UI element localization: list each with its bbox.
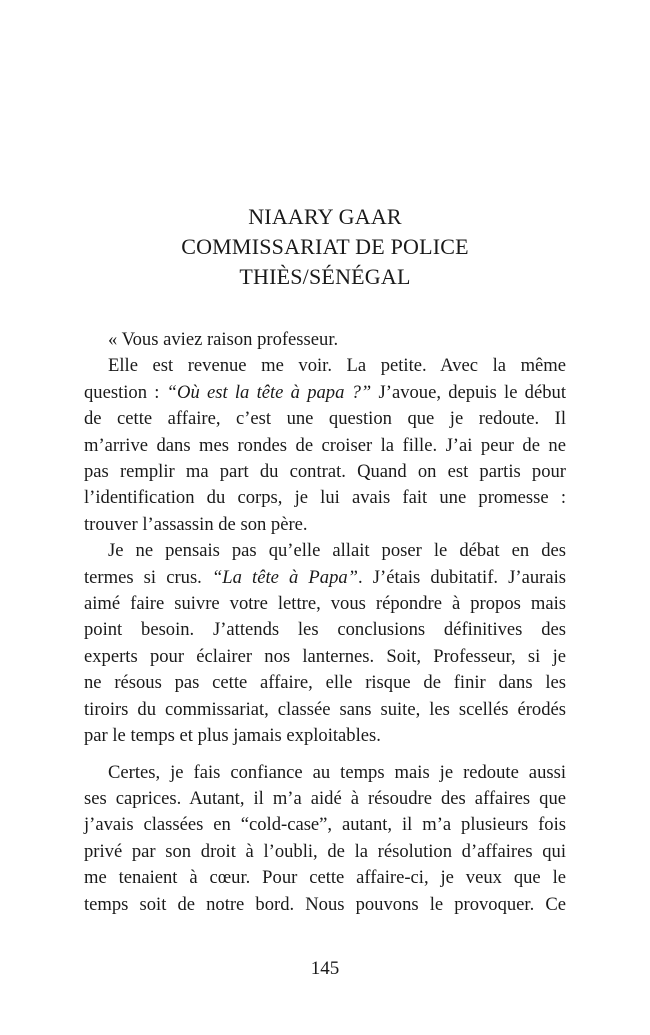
- text-line: ne résous pas cette affaire, elle risque de finir dans les: [84, 672, 566, 694]
- chapter-heading: [0, 202, 650, 292]
- text-line: de cette affaire, c’est une question que je redoute. Il: [84, 408, 566, 430]
- heading-line-institution: COMMISSARIAT DE POLICE: [181, 234, 469, 259]
- quoted-phrase: “La tête à Papa”: [211, 566, 359, 588]
- text-line: par le temps et plus jamais exploitables.: [84, 725, 381, 747]
- text-line: tiroirs du commissariat, classée sans suite, les scellés érodés: [84, 698, 566, 720]
- paragraph-2: [84, 353, 566, 538]
- text-line: experts pour éclairer nos lanternes. Soit, Professeur, si je: [84, 645, 566, 667]
- text-line: pas remplir ma part du contrat. Quand on est partis pour: [84, 461, 566, 483]
- text-line: Elle est revenue me voir. La petite. Avec la même: [108, 355, 566, 377]
- text-line: j’avais classées en “cold-case”, autant, il m’a plusieurs fois: [84, 814, 566, 836]
- text-line: Certes, je fais confiance au temps mais je redoute aussi: [108, 761, 566, 783]
- text-line: m’arrive dans mes rondes de croiser la fille. J’ai peur de ne: [84, 434, 566, 456]
- text-line: Je ne pensais pas qu’elle allait poser le débat en des: [108, 540, 566, 562]
- text-line-with-quote: [84, 565, 566, 591]
- heading-line-location: THIÈS/SÉNÉGAL: [239, 264, 411, 289]
- text-line: temps soit de notre bord. Nous pouvons le provoquer. Ce: [84, 893, 566, 915]
- text-fragment: . J’étais dubitatif. J’aurais: [358, 566, 566, 588]
- page-number: 145: [310, 958, 340, 979]
- text-line: « Vous aviez raison professeur.: [108, 329, 339, 350]
- letter-body: [84, 327, 566, 918]
- text-line: me tenaient à cœur. Pour cette affaire-ci, je veux que le: [84, 867, 566, 889]
- text-line: point besoin. J’attends les conclusions définitives des: [84, 619, 566, 641]
- text-fragment: question :: [84, 381, 167, 403]
- text-line-with-quote: [84, 380, 566, 406]
- text-line: ses caprices. Autant, il m’a aidé à résoudre des affaires que: [84, 787, 566, 809]
- heading-line-name: NIAARY GAAR: [248, 204, 402, 229]
- quoted-question: “Où est la tête à papa ?”: [166, 381, 372, 403]
- text-line: trouver l’assassin de son père.: [84, 513, 308, 535]
- text-line: aimé faire suivre votre lettre, vous répondre à propos mais: [84, 593, 566, 615]
- paragraph-1: [84, 327, 566, 353]
- text-line: l’identification du corps, je lui avais fait une promesse :: [84, 487, 566, 509]
- paragraph-4: [84, 760, 566, 918]
- text-fragment: J’avoue, depuis le début: [371, 381, 566, 403]
- text-fragment: termes si crus.: [84, 566, 212, 588]
- text-line: privé par son droit à l’oubli, de la résolution d’affaires qui: [84, 840, 566, 862]
- paragraph-3: [84, 538, 566, 749]
